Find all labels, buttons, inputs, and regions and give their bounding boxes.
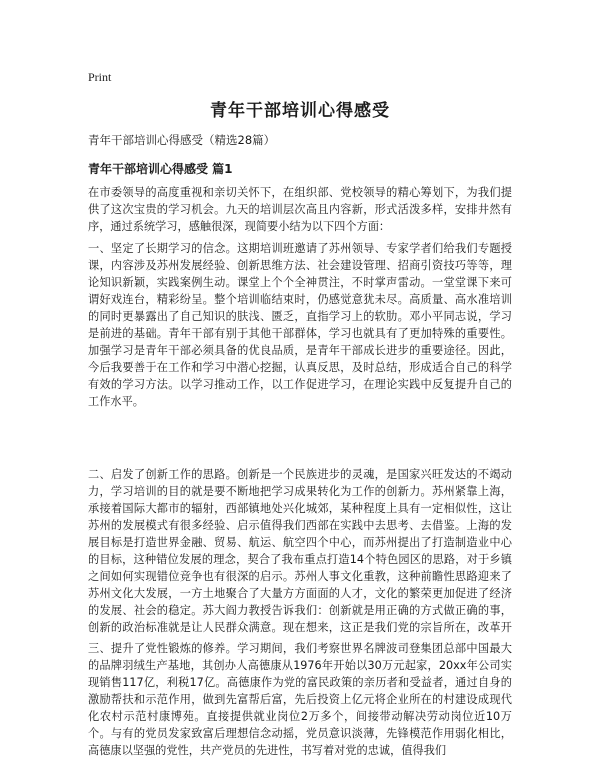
paragraph-intro: 在市委领导的高度重视和亲切关怀下，在组织部、党校领导的精心筹划下，为我们提供了这次宝贵的学习机会。九天的培训层次高且内容新，形式活泼多样，安排井然有序，通过系统学习，感触很深，现简要小结为以下四个方面：: [88, 186, 512, 233]
document-subtitle: 青年干部培训心得感受（精选28篇）: [88, 133, 276, 147]
page-title: 青年干部培训心得感受: [210, 101, 390, 121]
print-link[interactable]: Print: [88, 70, 112, 84]
paragraph-party-spirit: 三、提升了党性锻炼的修养。学习期间，我们考察世界名牌波司登集团总部中国最大的品牌羽绒生产基地，其创办人高德康从1976年开始以30万元起家，20xx年公司实现销售117亿，利税17亿。高德康作为党的富民政策的亲历者和受益者，通过自身的激励帮扶和示范作用，做到先富帮后富，先后投资上亿元将企业所在的村建设成现代化农村示范村康博苑。直接提供就业岗位2万多个，间接带动解决劳动岗位近10万个。与有的党员发家致富后理想信念动摇，党员意识淡薄，先锋模范作用弱化相比，高德康以坚强的党性，共产党员的先进性，书写着对党的忠诚，值得我们: [88, 642, 512, 757]
section-heading: 青年干部培训心得感受 篇1: [88, 162, 233, 176]
paragraph-learning: 一、坚定了长期学习的信念。这期培训班邀请了苏州领导、专家学者们给我们专题授课，内容涉及苏州发展经验、创新思维方法、社会建设管理、招商引资技巧等等，理论知识新颖，实践案例生动。课堂上个个全神贯注，不时掌声雷动。一堂堂课下来可谓好戏连台，精彩纷呈。整个培训临结束时，仍感觉意犹未尽。高质量、高水准培训的同时更暴露出了自己知识的肤浅、匮乏，直指学习上的软肋。邓小平同志说，学习是前进的基础。青年干部有别于其他干部群体，学习也就具有了更加特殊的重要性。加强学习是青年干部必须具备的优良品质，是青年干部成长进步的重要途径。因此，今后我要善于在工作和学习中潜心挖掘，认真反思，及时总结，形成适合自己的科学有效的学习方法。以学习推动工作，以工作促进学习，在理论实践中反复提升自己的工作水平。: [88, 242, 512, 408]
paragraph-innovation-visible: 二、启发了创新工作的思路。创新是一个民族进步的灵魂，是国家兴旺发达的不竭动力，学习培训的目的就是要不断地把学习成果转化为工作的创新力。苏州紧靠上海，承接着国际大都市的辐射，西部镇地处兴化城郊，某种程度上具有一定相似性，这让苏州的发展模式有很多经验、启示值得我们西部在实践中去思考、去借鉴。上海的发展目标是打造世界金融、贸易、航运、航空四个中心，而苏州提出了打造制造业中心的目标，这种错位发展的理念，契合了我布重点打造14个特色园区的思路，对于乡镇之间如何实现错位竞争也有很深的启示。苏州人事文化重教，这种前瞻性思路迎来了苏州文化大发展，一方土地聚合了大量方方面面的人才，文化的繁荣更加促进了经济的发展、社会的稳定。苏大阎力教授告诉我们：创新就是用正确的方式做正确的事，创新的政治标准就是让人民群众满意。现在想来，这正是我们党的宗旨所在，改革开: [88, 468, 512, 634]
